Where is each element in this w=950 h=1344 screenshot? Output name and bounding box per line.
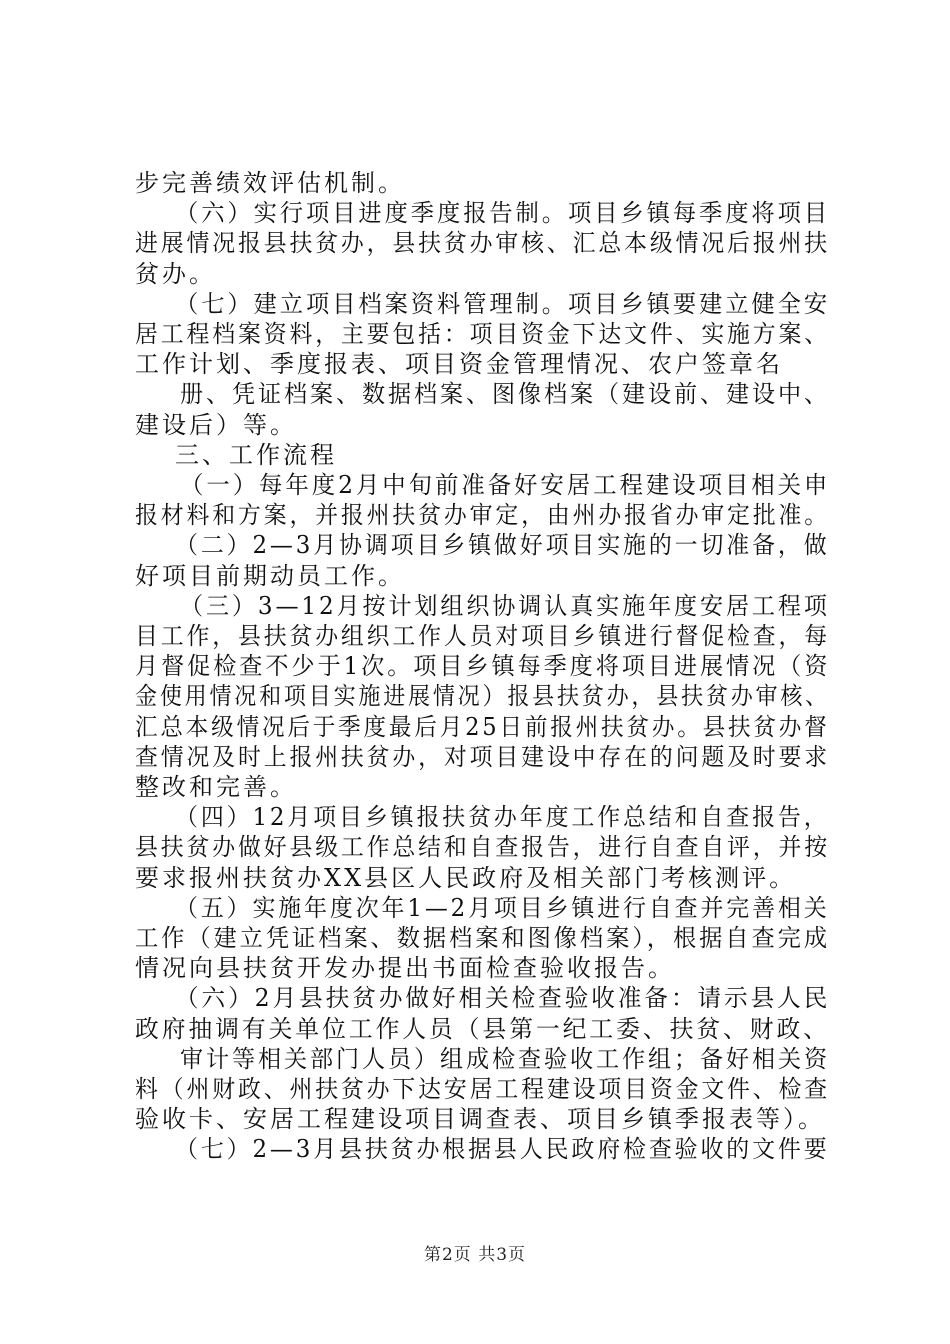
text-line: 册、凭证档案、数据档案、图像档案（建设前、建设中、: [180, 380, 831, 408]
text-line: （七）2—3月县扶贫办根据县人民政府检查验收的文件要: [175, 1135, 830, 1163]
text-line: （六）2月县扶贫办做好相关检查验收准备：请示县人民: [175, 984, 831, 1012]
text-line: 政府抽调有关单位工作人员（县第一纪工委、扶贫、财政、: [135, 1015, 830, 1043]
page-number-footer: 第2页 共3页: [423, 1245, 527, 1265]
text-line: （六）实行项目进度季度报告制。项目乡镇每季度将项目: [175, 199, 831, 227]
text-line: 贫办。: [135, 260, 216, 288]
text-line: 金使用情况和项目实施进展情况）报县扶贫办，县扶贫办审核、: [135, 682, 830, 710]
text-line: 好项目前期动员工作。: [135, 562, 405, 590]
text-line: 工作（建立凭证档案、数据档案和图像档案），根据自查完成: [135, 924, 830, 952]
text-line: 汇总本级情况后于季度最后月25日前报州扶贫办。县扶贫办督: [135, 713, 830, 741]
text-line: 查情况及时上报州扶贫办，对项目建设中存在的问题及时要求: [135, 743, 831, 771]
text-line: 工作计划、季度报表、项目资金管理情况、农户签章名: [135, 350, 783, 378]
text-line: 要求报州扶贫办XX县区人民政府及相关部门考核测评。: [135, 864, 797, 892]
text-line: （一）每年度2月中旬前准备好安居工程建设项目相关申: [180, 471, 831, 499]
text-line: 情况向县扶贫开发办提出书面检查验收报告。: [135, 954, 675, 982]
text-line: （三）3—12月按计划组织协调认真实施年度安居工程项: [180, 592, 830, 620]
text-line: 报材料和方案，并报州扶贫办审定，由州办报省办审定批准。: [135, 501, 831, 529]
text-line: 料（州财政、州扶贫办下达安居工程建设项目资金文件、检查: [135, 1075, 831, 1103]
text-line: 建设后）等。: [135, 411, 297, 439]
text-line: 月督促检查不少于1次。项目乡镇每季度将项目进展情况（资: [135, 652, 831, 680]
text-line: 进展情况报县扶贫办，县扶贫办审核、汇总本级情况后报州扶: [135, 229, 831, 257]
text-line: 审计等相关部门人员）组成检查验收工作组；备好相关资: [180, 1045, 831, 1073]
text-line: 整改和完善。: [135, 773, 297, 801]
text-line: 目工作，县扶贫办组织工作人员对项目乡镇进行督促检查，每: [135, 622, 831, 650]
text-line: （七）建立项目档案资料管理制。项目乡镇要建立健全安: [175, 290, 831, 318]
text-line: 县扶贫办做好县级工作总结和自查报告，进行自查自评，并按: [135, 833, 831, 861]
text-line: （四）12月项目乡镇报扶贫办年度工作总结和自查报告，: [175, 803, 830, 831]
text-line: 步完善绩效评估机制。: [135, 169, 405, 197]
text-line: （二）2—3月协调项目乡镇做好项目实施的一切准备，做: [175, 531, 830, 559]
text-line: （五）实施年度次年1—2月项目乡镇进行自查并完善相关: [175, 894, 830, 922]
section-heading: 三、工作流程: [175, 441, 337, 469]
text-line: 验收卡、安居工程建设项目调查表、项目乡镇季报表等）。: [135, 1105, 825, 1133]
text-line: 居工程档案资料，主要包括：项目资金下达文件、实施方案、: [135, 320, 831, 348]
